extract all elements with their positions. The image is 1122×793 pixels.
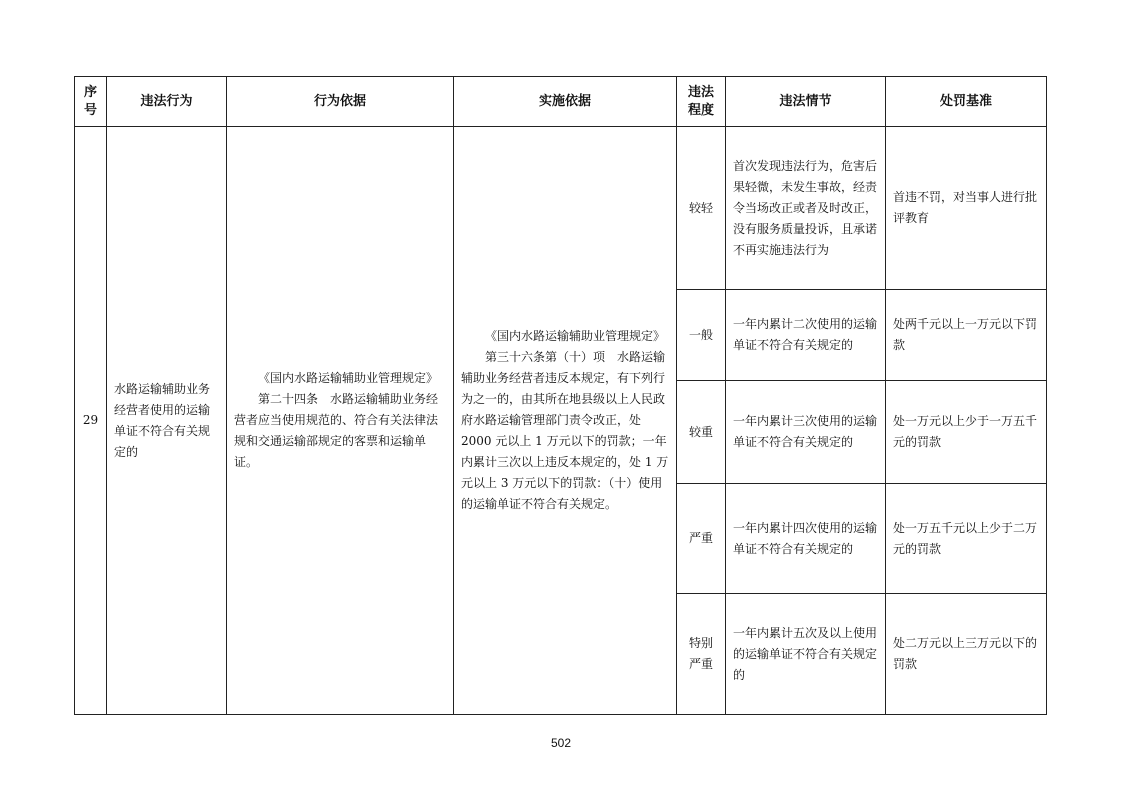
circumstance-cell: 一年内累计二次使用的运输单证不符合有关规定的	[726, 290, 886, 381]
penalty-table	[74, 76, 1047, 715]
row-violation: 水路运输辅助业务经营者使用的运输单证不符合有关规定的	[107, 127, 227, 715]
header-degree: 违法 程度	[677, 77, 726, 127]
penalty-cell: 处一万元以上少于一万五千元的罚款	[886, 381, 1047, 484]
degree-cell: 一般	[677, 290, 726, 381]
penalty-cell: 处二万元以上三万元以下的罚款	[886, 594, 1047, 715]
degree-cell: 较轻	[677, 127, 726, 290]
row-seq: 29	[75, 127, 107, 715]
penalty-cell: 处两千元以上一万元以下罚款	[886, 290, 1047, 381]
row-basis	[227, 127, 454, 715]
basis-article: 第二十四条 水路运输辅助业务经营者应当使用规范的、符合有关法律法规和交通运输部规定的客票和运输单证。	[234, 392, 439, 469]
degree-cell: 严重	[677, 484, 726, 594]
row-implementation	[454, 127, 677, 715]
page-number: 502	[550, 736, 572, 750]
degree-cell: 较重	[677, 381, 726, 484]
penalty-cell: 处一万五千元以上少于二万元的罚款	[886, 484, 1047, 594]
implementation-law-title: 《国内水路运输辅助业管理规定》	[485, 329, 666, 343]
penalty-cell: 首违不罚，对当事人进行批评教育	[886, 127, 1047, 290]
circumstance-cell: 一年内累计五次及以上使用的运输单证不符合有关规定的	[726, 594, 886, 715]
header-violation: 违法行为	[107, 77, 227, 127]
header-basis: 行为依据	[227, 77, 454, 127]
header-row	[75, 77, 1047, 127]
header-circumstance: 违法情节	[726, 77, 886, 127]
table-row	[75, 127, 1047, 290]
circumstance-cell: 一年内累计三次使用的运输单证不符合有关规定的	[726, 381, 886, 484]
degree-cell: 特别 严重	[677, 594, 726, 715]
basis-law-title: 《国内水路运输辅助业管理规定》	[258, 371, 439, 385]
circumstance-cell: 一年内累计四次使用的运输单证不符合有关规定的	[726, 484, 886, 594]
circumstance-cell: 首次发现违法行为，危害后果轻微，未发生事故，经责令当场改正或者及时改正，没有服务质量投诉，且承诺不再实施违法行为	[726, 127, 886, 290]
header-seq: 序 号	[75, 77, 107, 127]
implementation-article: 第三十六条第（十）项 水路运输辅助业务经营者违反本规定，有下列行为之一的，由其所在地县级以上人民政府水路运输管理部门责令改正，处 2000 元以上 1 万元以下的罚款；一年内累计三次以上违反本规定的，处 1 万元以上 3 万元以下的罚款：（十）使用的运输单证不符合有关规定。	[461, 350, 669, 511]
header-penalty: 处罚基准	[886, 77, 1047, 127]
header-implementation: 实施依据	[454, 77, 677, 127]
